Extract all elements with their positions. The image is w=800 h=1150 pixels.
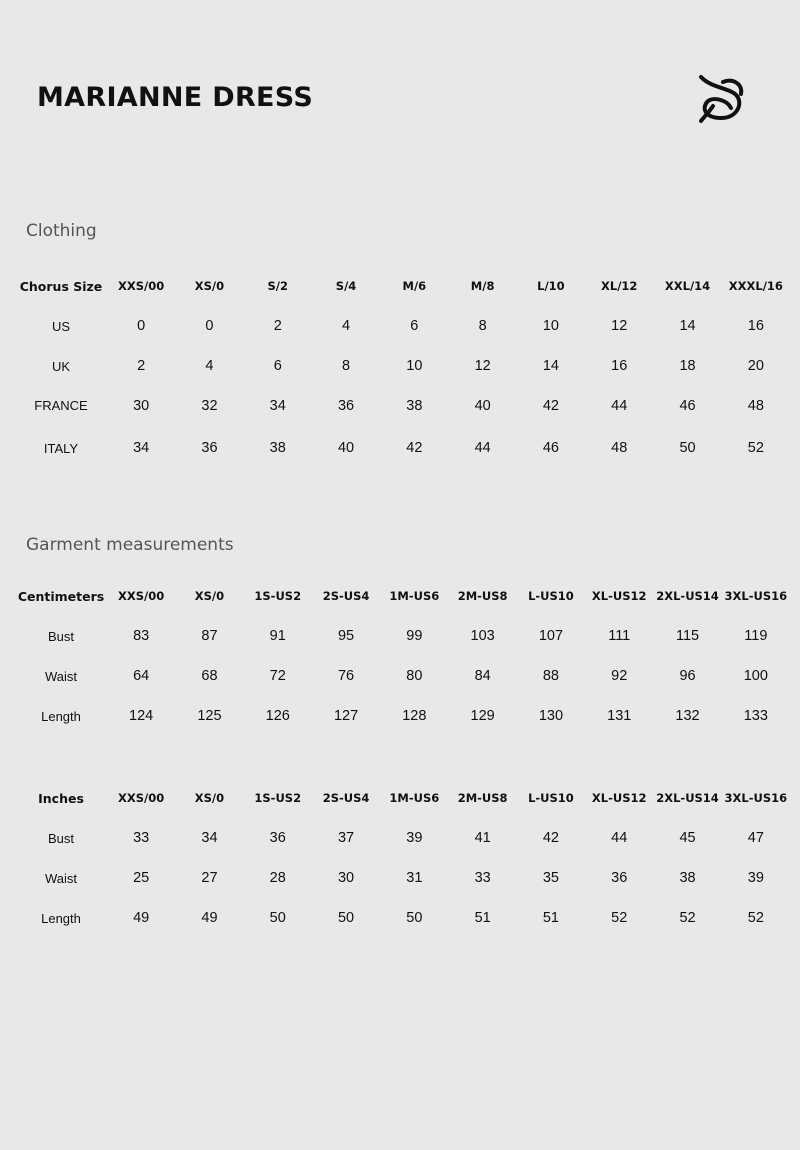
size-value-cell: 133 [743,708,768,724]
size-value-cell: 8 [342,358,351,374]
size-value-cell: 87 [201,628,218,644]
size-column-header: XXS/00 [118,791,165,805]
size-column-header: L/10 [537,279,565,293]
table-row [15,858,790,898]
size-value-cell: 49 [133,910,150,926]
size-column-header: XXS/00 [118,589,165,603]
clothing-size-table [15,266,790,471]
size-value-cell: 33 [474,870,491,886]
table-row [15,656,790,696]
table-row [15,818,790,858]
size-column-header: M/6 [402,279,427,293]
corner-label: Inches [38,790,84,806]
size-value-cell: 42 [542,397,559,414]
size-value-cell: 40 [474,397,491,414]
size-value-cell: 129 [470,708,495,724]
size-value-cell: 44 [474,440,491,456]
size-value-cell: 41 [474,830,491,846]
size-column-header: XS/0 [194,791,225,805]
size-value-cell: 10 [406,358,423,374]
size-column-header: L-US10 [528,791,574,805]
size-column-header: 1M-US6 [389,589,440,603]
size-value-cell: 28 [269,870,286,886]
centimeters-table [15,576,790,736]
size-value-cell: 0 [205,318,214,334]
size-value-cell: 31 [406,870,423,886]
row-label: FRANCE [34,398,88,413]
row-label: UK [51,358,71,374]
size-value-cell: 125 [197,708,222,724]
size-column-header: S/2 [267,279,288,293]
size-value-cell: 46 [542,440,559,456]
table-row [15,616,790,656]
size-value-cell: 130 [538,708,564,724]
size-column-header: S/4 [335,279,357,293]
table-row [15,425,790,471]
size-value-cell: 10 [542,318,559,334]
size-column-header: 2XL-US14 [656,791,719,805]
size-value-cell: 68 [201,668,218,684]
corner-label: Centimeters [17,588,105,604]
size-value-cell: 88 [542,668,559,684]
size-value-cell: 127 [333,708,359,724]
row-label: ITALY [43,440,79,456]
size-value-cell: 34 [201,830,218,846]
size-column-header: 2S-US4 [322,589,370,603]
size-column-header: XS/0 [194,279,225,293]
size-value-cell: 132 [675,708,700,724]
size-value-cell: 96 [679,668,696,684]
row-label: Waist [44,870,78,886]
size-value-cell: 25 [133,870,150,886]
size-value-cell: 92 [611,668,628,684]
size-value-cell: 16 [747,318,764,334]
size-value-cell: 14 [542,358,559,374]
size-value-cell: 35 [542,870,559,886]
size-column-header: XXL/14 [664,279,711,293]
row-label: Length [41,910,81,926]
size-value-cell: 27 [201,870,218,886]
size-value-cell: 95 [337,628,355,644]
size-value-cell: 38 [269,440,286,456]
size-value-cell: 12 [611,318,628,334]
size-value-cell: 30 [337,870,355,886]
size-value-cell: 6 [410,318,419,334]
size-value-cell: 45 [679,830,696,846]
size-value-cell: 18 [679,358,696,374]
garment-heading: Garment measurements [26,535,234,555]
header-row [15,576,790,616]
size-column-header: 2M-US8 [457,791,508,805]
size-column-header: 3XL-US16 [724,791,788,805]
size-value-cell: 51 [542,910,559,926]
row-label: Waist [44,668,78,684]
size-value-cell: 107 [538,628,564,644]
size-column-header: XL-US12 [591,791,647,805]
size-value-cell: 124 [129,708,154,724]
size-value-cell: 4 [342,318,351,334]
size-value-cell: 32 [201,397,218,414]
size-value-cell: 48 [747,397,764,414]
size-value-cell: 99 [406,628,423,644]
size-value-cell: 50 [406,910,423,926]
header-row [15,778,790,818]
page-title: MARIANNE DRESS [37,82,314,113]
size-value-cell: 126 [265,708,290,724]
table-row [15,346,790,386]
size-column-header: 2S-US4 [322,791,370,805]
size-column-header: 1M-US6 [389,791,440,805]
size-column-header: L-US10 [528,589,574,603]
size-column-header: M/8 [470,279,495,293]
size-value-cell: 76 [337,668,355,684]
size-value-cell: 8 [478,318,487,334]
chorus-logo-icon [697,74,745,124]
size-value-cell: 52 [679,910,696,926]
size-value-cell: 91 [269,628,286,644]
size-value-cell: 20 [747,358,764,374]
row-label: US [51,318,71,334]
size-value-cell: 52 [747,440,764,456]
size-value-cell: 30 [133,397,150,414]
size-column-header: XXS/00 [118,279,165,293]
size-value-cell: 38 [406,397,423,414]
size-value-cell: 52 [611,910,628,926]
size-value-cell: 84 [474,668,491,684]
row-label: Bust [47,628,74,644]
size-column-header: XL-US12 [591,589,647,603]
table-row [15,306,790,346]
size-column-header: XXXL/16 [728,279,783,293]
size-column-header: 3XL-US16 [724,589,788,603]
size-value-cell: 100 [743,668,768,684]
size-value-cell: 46 [679,397,696,414]
size-value-cell: 2 [273,318,282,334]
size-column-header: 1S-US2 [254,589,302,603]
row-label: Bust [47,830,74,846]
size-value-cell: 50 [679,440,696,456]
table-row [15,386,790,425]
size-value-cell: 36 [337,397,355,414]
row-label: Length [41,708,81,724]
size-column-header: XL/12 [601,279,638,293]
size-value-cell: 72 [269,668,286,684]
size-value-cell: 115 [675,628,700,644]
size-column-header: 2M-US8 [457,589,508,603]
clothing-heading: Clothing [26,221,97,241]
size-value-cell: 2 [137,358,146,374]
size-value-cell: 47 [747,830,764,846]
size-value-cell: 33 [133,830,150,846]
size-value-cell: 42 [406,440,423,456]
size-value-cell: 51 [474,910,491,926]
size-value-cell: 39 [747,870,764,886]
size-value-cell: 50 [269,910,286,926]
size-value-cell: 40 [337,440,355,456]
size-value-cell: 128 [402,708,427,724]
size-value-cell: 36 [269,830,286,846]
corner-label: Chorus Size [19,278,103,294]
size-value-cell: 111 [608,628,631,644]
size-value-cell: 38 [679,870,696,886]
size-value-cell: 42 [542,830,559,846]
size-value-cell: 34 [269,397,286,414]
size-value-cell: 80 [406,668,423,684]
size-value-cell: 16 [611,358,628,374]
size-value-cell: 37 [337,830,355,846]
table-row [15,696,790,736]
size-value-cell: 52 [747,910,764,926]
size-value-cell: 44 [611,830,628,846]
size-column-header: 1S-US2 [254,791,302,805]
size-value-cell: 131 [607,708,632,724]
size-value-cell: 6 [273,358,282,374]
size-value-cell: 64 [133,668,150,684]
size-value-cell: 36 [611,870,628,886]
size-value-cell: 39 [406,830,423,846]
size-value-cell: 0 [137,318,146,334]
size-value-cell: 36 [201,440,218,456]
size-value-cell: 44 [611,397,628,414]
table-row [15,898,790,938]
size-value-cell: 34 [133,440,150,456]
size-value-cell: 50 [337,910,355,926]
inches-table [15,778,790,938]
size-value-cell: 119 [744,628,768,644]
size-column-header: 2XL-US14 [656,589,719,603]
size-value-cell: 4 [205,358,214,374]
size-value-cell: 14 [679,318,696,334]
size-value-cell: 103 [470,628,495,644]
size-value-cell: 49 [201,910,218,926]
header-row [15,266,790,306]
size-column-header: XS/0 [194,589,225,603]
size-value-cell: 83 [133,628,150,644]
size-value-cell: 12 [474,358,491,374]
size-value-cell: 48 [611,440,628,456]
